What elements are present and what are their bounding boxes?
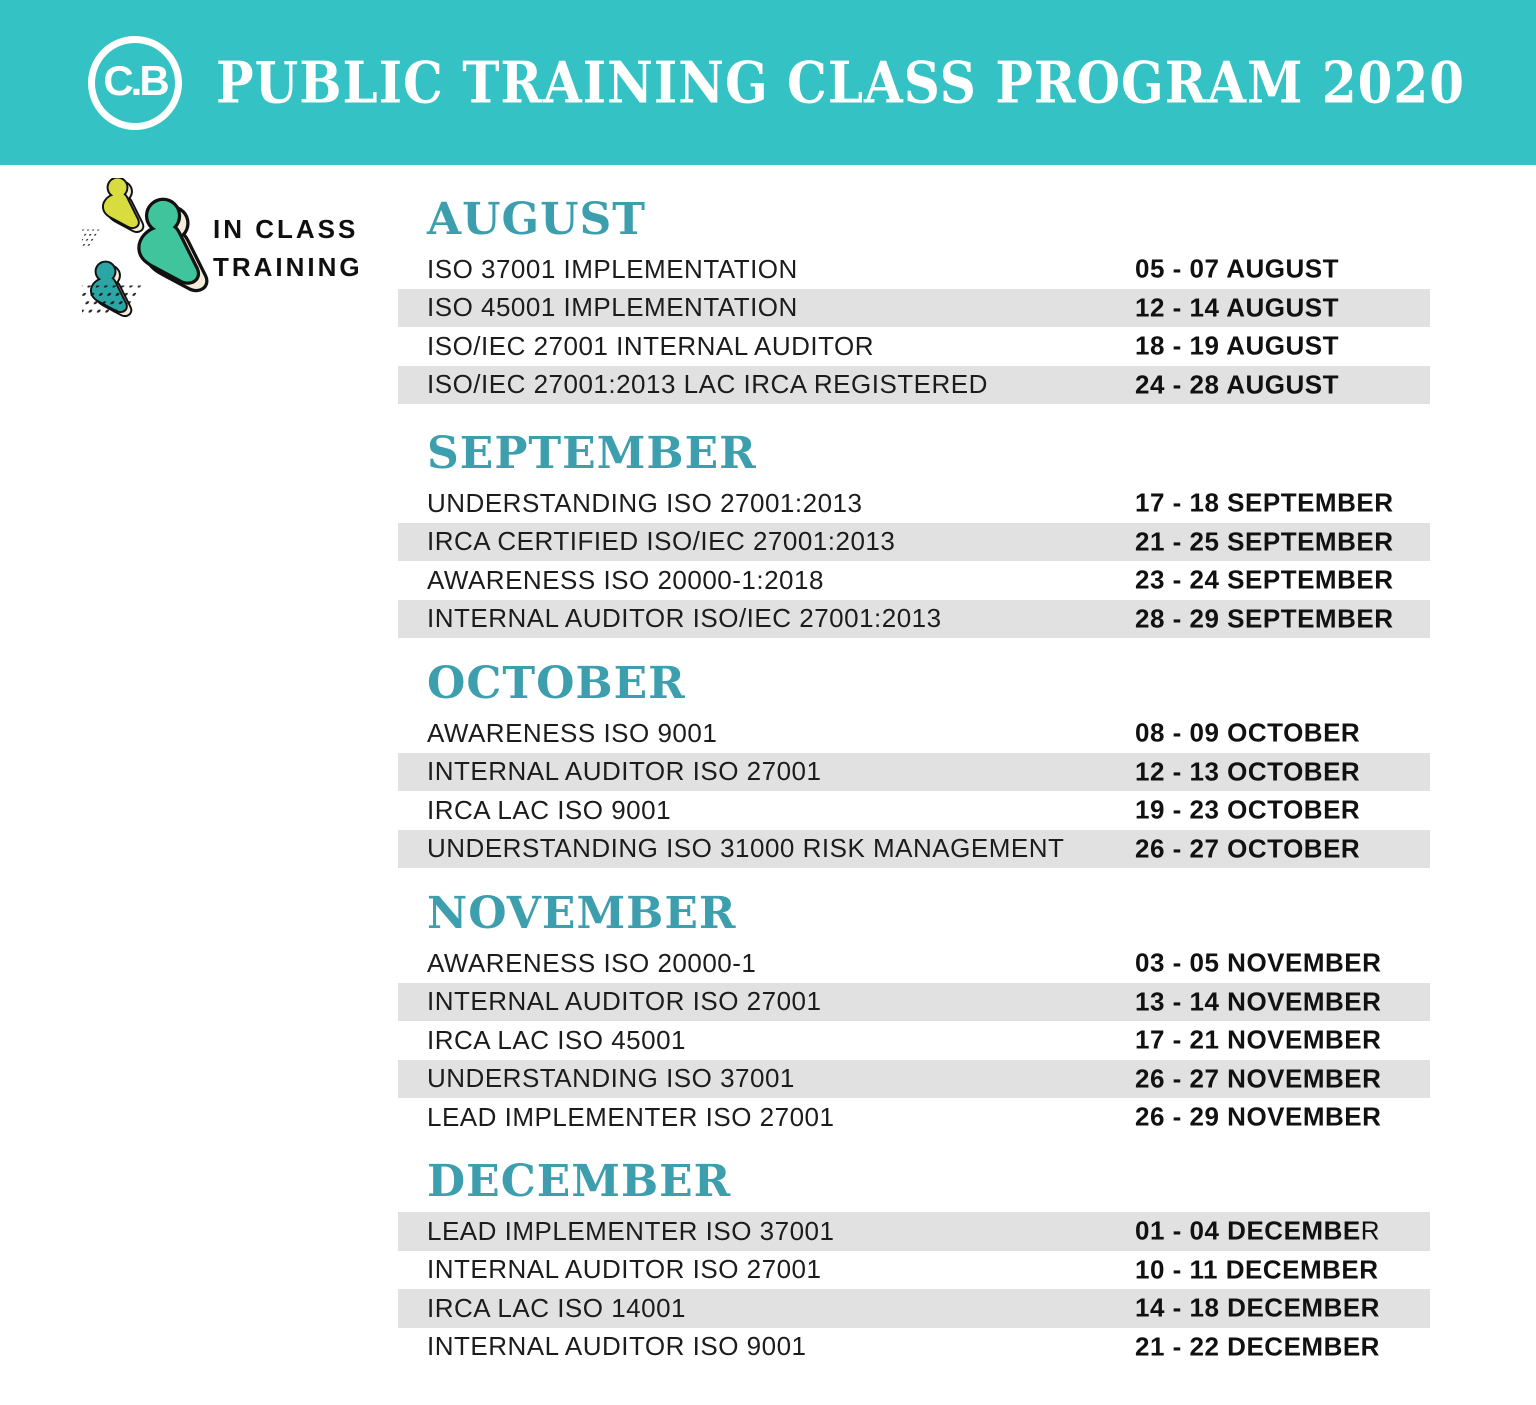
course-dates-bold: 21 - 25 SEPTEMBER	[1135, 526, 1394, 557]
month-section	[398, 890, 1430, 1137]
course-dates-bold: 21 - 22 DECEMBER	[1135, 1331, 1380, 1362]
month-title: DECEMBER	[427, 1156, 732, 1207]
course-name: UNDERSTANDING ISO 37001	[427, 1063, 795, 1094]
month-title: NOVEMBER	[427, 888, 737, 939]
month-rows	[398, 714, 1430, 868]
course-name: INTERNAL AUDITOR ISO 9001	[427, 1331, 807, 1362]
month-rows	[398, 484, 1430, 638]
people-icon	[82, 178, 210, 330]
course-dates	[1135, 1293, 1380, 1324]
course-dates-bold: 17 - 18 SEPTEMBER	[1135, 487, 1394, 518]
course-dates-bold: 13 - 14 NOVEMBER	[1135, 986, 1382, 1017]
course-dates-bold: 24 - 28 AUGUST	[1135, 369, 1339, 400]
month-rows	[398, 944, 1430, 1137]
course-dates-bold: 26 - 29 NOVEMBER	[1135, 1101, 1382, 1132]
course-name: UNDERSTANDING ISO 31000 RISK MANAGEMENT	[427, 833, 1065, 864]
month-title: OCTOBER	[427, 658, 686, 709]
course-dates	[1135, 488, 1393, 519]
month-title: AUGUST	[427, 194, 646, 245]
course-dates	[1135, 331, 1339, 362]
course-dates	[1135, 526, 1393, 557]
course-dates-bold: 19 - 23 OCTOBER	[1135, 794, 1361, 825]
month-rows	[398, 250, 1430, 404]
month-section	[398, 1158, 1430, 1366]
month-title: SEPTEMBER	[427, 428, 757, 479]
course-dates	[1135, 833, 1360, 864]
person-figure-yellow	[82, 179, 142, 247]
course-dates	[1135, 718, 1360, 749]
schedule-row	[398, 561, 1430, 600]
schedule-row	[398, 1212, 1430, 1251]
schedule-row	[398, 753, 1430, 792]
course-dates-bold: 08 - 09 OCTOBER	[1135, 717, 1361, 748]
schedule-row	[398, 1021, 1430, 1060]
schedule-row	[398, 1098, 1430, 1137]
month-section	[398, 430, 1430, 638]
course-dates-bold: 23 - 24 SEPTEMBER	[1135, 564, 1394, 595]
course-name: INTERNAL AUDITOR ISO 27001	[427, 1254, 822, 1285]
course-dates-bold: 26 - 27 OCTOBER	[1135, 833, 1361, 864]
in-class-training-label	[213, 210, 363, 286]
course-dates-bold: 01 - 04 DECEMBE	[1135, 1215, 1361, 1246]
course-name: ISO/IEC 27001 INTERNAL AUDITOR	[427, 330, 875, 361]
course-dates	[1135, 292, 1339, 323]
course-dates-regular: R	[1360, 1215, 1380, 1246]
month-section	[398, 660, 1430, 868]
course-dates	[1135, 254, 1339, 285]
course-name: IRCA LAC ISO 45001	[427, 1024, 687, 1055]
course-dates	[1135, 795, 1360, 826]
course-dates-bold: 10 - 11 DECEMBER	[1135, 1254, 1379, 1285]
course-name: ISO/IEC 27001:2013 LAC IRCA REGISTERED	[427, 369, 988, 400]
course-dates	[1135, 1331, 1380, 1362]
course-dates	[1135, 948, 1381, 979]
schedule-row	[398, 830, 1430, 869]
schedule-row	[398, 1060, 1430, 1099]
course-name: ISO 45001 IMPLEMENTATION	[427, 292, 798, 323]
schedule-row	[398, 983, 1430, 1022]
course-dates	[1135, 756, 1360, 787]
course-name: INTERNAL AUDITOR ISO/IEC 27001:2013	[427, 603, 942, 634]
course-name: AWARENESS ISO 20000-1:2018	[427, 564, 824, 595]
month-section	[398, 196, 1430, 404]
person-figure-green	[82, 201, 205, 315]
course-dates-bold: 03 - 05 NOVEMBER	[1135, 947, 1382, 978]
schedule-row	[398, 327, 1430, 366]
course-dates-bold: 12 - 14 AUGUST	[1135, 292, 1339, 323]
course-dates	[1135, 1216, 1380, 1247]
course-name: AWARENESS ISO 9001	[427, 717, 718, 748]
month-rows	[398, 1212, 1430, 1366]
course-name: INTERNAL AUDITOR ISO 27001	[427, 756, 822, 787]
course-name: IRCA LAC ISO 14001	[427, 1292, 687, 1323]
schedule-row	[398, 1289, 1430, 1328]
course-dates	[1135, 1025, 1381, 1056]
course-dates	[1135, 603, 1393, 634]
page-title: PUBLIC TRAINING CLASS PROGRAM 2020	[216, 48, 1465, 117]
schedule-row	[398, 484, 1430, 523]
cb-logo	[88, 36, 182, 130]
course-name: INTERNAL AUDITOR ISO 27001	[427, 986, 822, 1017]
course-dates-bold: 28 - 29 SEPTEMBER	[1135, 603, 1394, 634]
schedule-row	[398, 1328, 1430, 1367]
course-dates-bold: 14 - 18 DECEMBER	[1135, 1292, 1380, 1323]
course-name: UNDERSTANDING ISO 27001:2013	[427, 487, 863, 518]
course-name: IRCA LAC ISO 9001	[427, 794, 672, 825]
schedule-row	[398, 600, 1430, 639]
course-dates	[1135, 1063, 1381, 1094]
schedule-row	[398, 289, 1430, 328]
course-dates-bold: 26 - 27 NOVEMBER	[1135, 1063, 1382, 1094]
course-dates	[1135, 1254, 1379, 1285]
course-dates-bold: 12 - 13 OCTOBER	[1135, 756, 1361, 787]
in-class-line1: IN CLASS	[213, 214, 359, 244]
schedule-row	[398, 250, 1430, 289]
course-dates	[1135, 1102, 1381, 1133]
course-name: ISO 37001 IMPLEMENTATION	[427, 253, 798, 284]
schedule	[398, 0, 1438, 1405]
cb-logo-text: C.B	[103, 57, 167, 104]
course-name: AWARENESS ISO 20000-1	[427, 947, 757, 978]
course-name: LEAD IMPLEMENTER ISO 37001	[427, 1215, 835, 1246]
course-dates	[1135, 986, 1381, 1017]
course-dates	[1135, 369, 1339, 400]
course-dates	[1135, 565, 1393, 596]
schedule-row	[398, 944, 1430, 983]
course-dates-bold: 18 - 19 AUGUST	[1135, 330, 1339, 361]
schedule-row	[398, 366, 1430, 405]
schedule-row	[398, 523, 1430, 562]
course-name: IRCA CERTIFIED ISO/IEC 27001:2013	[427, 526, 896, 557]
in-class-line2: TRAINING	[213, 252, 363, 282]
course-name: LEAD IMPLEMENTER ISO 27001	[427, 1101, 835, 1132]
schedule-row	[398, 714, 1430, 753]
course-dates-bold: 05 - 07 AUGUST	[1135, 253, 1339, 284]
schedule-row	[398, 1251, 1430, 1290]
schedule-row	[398, 791, 1430, 830]
course-dates-bold: 17 - 21 NOVEMBER	[1135, 1024, 1382, 1055]
